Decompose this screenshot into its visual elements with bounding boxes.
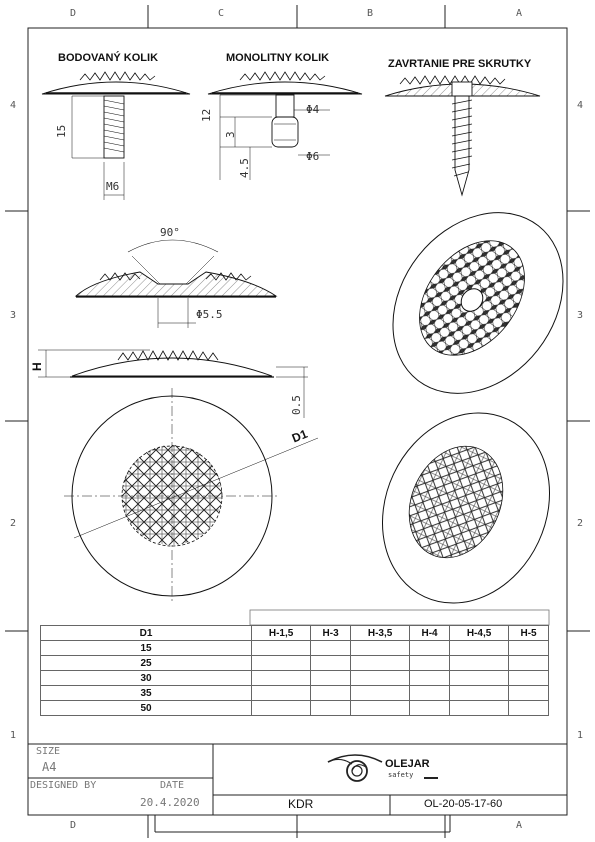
dim-4-5: 4.5 — [238, 158, 251, 178]
zone-left-3: 3 — [10, 310, 17, 321]
dim-angle-90: 90° — [160, 226, 180, 239]
table-header-box — [250, 610, 549, 625]
dim-phi5-5: Φ5.5 — [196, 308, 223, 321]
table-header-d1: D1 — [41, 626, 252, 641]
zone-left-2: 2 — [10, 518, 17, 529]
top-view-drawing — [64, 388, 318, 604]
dim-3: 3 — [224, 131, 237, 138]
section-90-drawing — [76, 240, 276, 328]
label-zavrtanie: ZAVRTANIE PRE SKRUTKY — [388, 58, 532, 70]
zone-right-3: 3 — [577, 310, 584, 321]
size-value: A4 — [42, 760, 57, 774]
zone-left-4: 4 — [10, 100, 17, 111]
part-name: KDR — [288, 797, 314, 811]
label-bodovany-kolik: BODOVANÝ KOLIK — [58, 52, 159, 64]
dimensions-table — [40, 625, 549, 716]
h-profile-drawing — [38, 350, 308, 418]
dim-12: 12 — [200, 108, 213, 122]
zone-top-a: A — [516, 8, 523, 19]
perspective-view-1 — [358, 179, 595, 427]
date-label: DATE — [160, 780, 185, 791]
company-name: OLEJAR — [385, 758, 430, 770]
table-cell-d1: 35 — [41, 686, 252, 701]
zavrtanie-drawing — [385, 76, 540, 195]
size-label: SIZE — [36, 746, 61, 757]
dim-phi6: Φ6 — [306, 150, 320, 163]
zone-bottom-a: A — [516, 820, 523, 831]
dim-15: 15 — [55, 124, 68, 138]
table-row — [41, 686, 549, 701]
table-header-h4: H-4 — [410, 626, 450, 641]
dim-m6: M6 — [106, 180, 120, 193]
table-cell-d1: 25 — [41, 656, 252, 671]
monolitny-kolik-drawing — [208, 72, 362, 180]
table-row — [41, 641, 549, 656]
designed-by-label: DESIGNED BY — [30, 780, 97, 791]
table-header-h4-5: H-4,5 — [449, 626, 508, 641]
table-row — [41, 656, 549, 671]
zone-right-2: 2 — [577, 518, 584, 529]
zone-top-d: D — [70, 8, 77, 19]
table-cell-d1: 50 — [41, 701, 252, 716]
zone-bottom-d: D — [70, 820, 77, 831]
table-row — [41, 701, 549, 716]
dim-d1: D1 — [289, 426, 310, 446]
dim-0-5: 0.5 — [290, 395, 303, 415]
zone-top-c: C — [218, 8, 225, 19]
zone-right-4: 4 — [577, 100, 584, 111]
perspective-view-2 — [352, 385, 580, 630]
drawing-number: OL-20-05-17-60 — [424, 798, 503, 810]
table-header-h5: H-5 — [509, 626, 549, 641]
zone-left-1: 1 — [10, 730, 17, 741]
zone-right-1: 1 — [577, 730, 584, 741]
table-cell-d1: 15 — [41, 641, 252, 656]
table-header-row — [41, 626, 549, 641]
table-cell-d1: 30 — [41, 671, 252, 686]
table-header-h3-5: H-3,5 — [350, 626, 409, 641]
table-row — [41, 671, 549, 686]
dim-h: H — [30, 362, 44, 371]
company-sub: safety — [388, 771, 414, 779]
dim-phi4: Φ4 — [306, 103, 320, 116]
table-header-h1-5: H-1,5 — [252, 626, 311, 641]
label-monolitny-kolik: MONOLITNY KOLIK — [226, 52, 330, 64]
date-value: 20.4.2020 — [140, 796, 200, 809]
zone-top-b: B — [367, 8, 374, 19]
table-header-h3: H-3 — [311, 626, 351, 641]
